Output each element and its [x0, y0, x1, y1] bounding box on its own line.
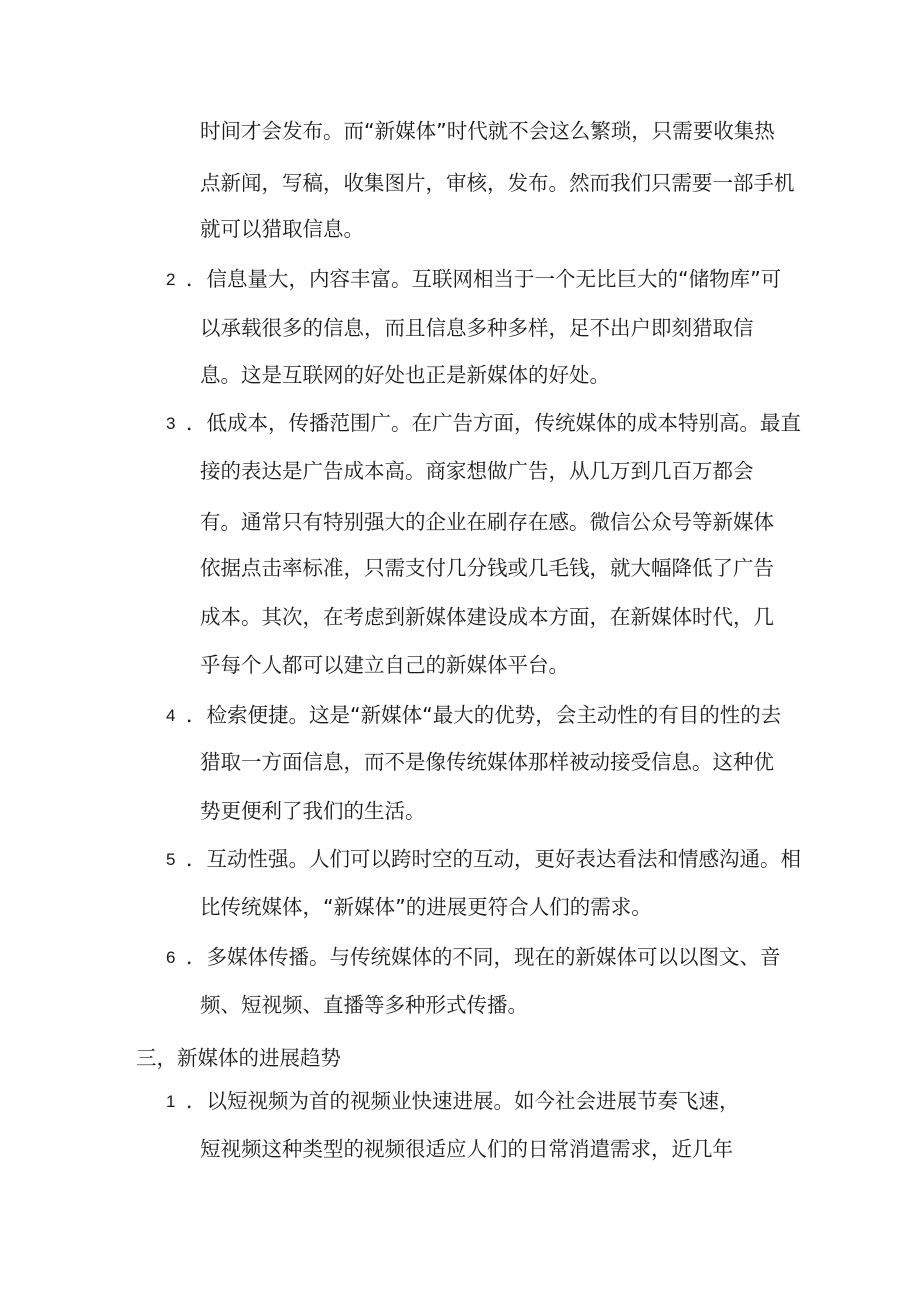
list-item-line: ．信息量大，内容丰富。互联网相当于一个无比巨大的“储物库”可	[186, 267, 782, 291]
list-item-line: 接的表达是广告成本高。商家想做广告，从几万到几百万都会	[200, 459, 754, 483]
list-item-line: ．以短视频为首的视频业快速进展。如今社会进展节奏飞速，	[186, 1089, 740, 1113]
list-item-line: 以承载很多的信息，而且信息多种多样，足不出户即刻猎取信	[200, 316, 754, 340]
list-item-line: 频、短视频、直播等多种形式传播。	[200, 993, 528, 1017]
list-item-line: 猎取一方面信息，而不是像传统媒体那样被动接受信息。这种优	[200, 750, 774, 774]
list-item-line: ．多媒体传播。与传统媒体的不同，现在的新媒体可以以图文、音	[186, 945, 781, 969]
list-item-number: 3	[166, 414, 176, 433]
list-item-line: 短视频这种类型的视频很适应人们的日常消遣需求，近几年	[200, 1137, 733, 1161]
list-item-line: ．低成本，传播范围广。在广告方面，传统媒体的成本特别高。最直	[186, 411, 801, 435]
section-heading: 三，新媒体的进展趋势	[136, 1046, 341, 1070]
list-item-number: 4	[166, 706, 176, 725]
paragraph-line: 点新闻，写稿，收集图片，审核，发布。然而我们只需要一部手机	[200, 171, 795, 195]
list-item-line: 息。这是互联网的好处也正是新媒体的好处。	[200, 363, 610, 387]
paragraph-line: 时间才会发布。而“新媒体”时代就不会这么繁琐，只需要收集热	[200, 119, 775, 143]
list-item-line: 比传统媒体，“新媒体”的进展更符合人们的需求。	[200, 895, 652, 919]
list-item-number: 1	[166, 1092, 176, 1111]
list-item-number: 5	[166, 850, 176, 869]
list-item-number: 2	[166, 270, 176, 289]
list-item-line: 势更便利了我们的生活。	[200, 799, 426, 823]
list-item-line: 成本。其次，在考虑到新媒体建设成本方面，在新媒体时代，几	[200, 605, 774, 629]
list-item-line: 有。通常只有特别强大的企业在刷存在感。微信公众号等新媒体	[200, 510, 774, 534]
list-item-line: ．检索便捷。这是“新媒体“最大的优势，会主动性的有目的性的去	[186, 703, 782, 727]
list-item-line: 依据点击率标准，只需支付几分钱或几毛钱，就大幅降低了广告	[200, 556, 774, 580]
list-item-number: 6	[166, 948, 176, 967]
list-item-line: 乎每个人都可以建立自己的新媒体平台。	[200, 653, 569, 677]
list-item-line: ．互动性强。人们可以跨时空的互动，更好表达看法和情感沟通。相	[186, 847, 801, 871]
paragraph-line: 就可以猎取信息。	[200, 217, 364, 241]
